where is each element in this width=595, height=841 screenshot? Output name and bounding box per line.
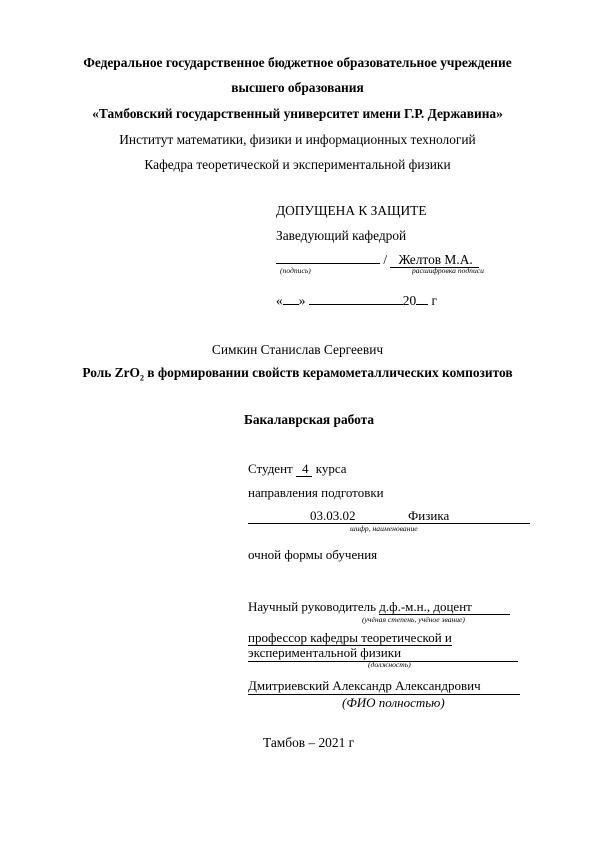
head-name: Желтов М.А. — [390, 252, 478, 268]
position-line-1-text: профессор кафедры теоретической и — [248, 630, 452, 645]
direction-label: направления подготовки — [248, 485, 384, 500]
study-form: очной формы обучения — [248, 547, 378, 562]
supervisor-line — [248, 599, 510, 615]
work-type: Бакалаврская работа — [244, 412, 375, 427]
signature-separator: / — [383, 252, 388, 267]
thesis-title-subscript: 2 — [139, 373, 144, 383]
city-year: Тамбов – 2021 г — [263, 735, 355, 750]
month-blank — [309, 292, 403, 305]
direction-code: 03.03.02 — [310, 508, 356, 523]
course-label: курса — [315, 461, 347, 476]
year-prefix: 20 — [402, 293, 417, 308]
org-line-2: высшего образования — [231, 80, 364, 95]
direction-hint: шифр, наименование — [350, 524, 418, 533]
student-course-line — [248, 461, 347, 477]
thesis-title-part2: в формировании свойств керамометаллических композитов — [143, 365, 513, 380]
day-blank — [283, 292, 299, 305]
signature-hint: (подпись) — [280, 266, 311, 275]
position-line-2-text: экспериментальной физики — [248, 645, 518, 662]
supervisor-label: Научный руководитель — [248, 599, 377, 614]
name-hint: расшифровка подписи — [412, 266, 484, 275]
supervisor-full-name: Дмитриевский Александр Александрович — [248, 678, 520, 695]
thesis-title — [0, 365, 595, 383]
full-name-hint: (ФИО полностью) — [342, 695, 445, 710]
university-name: «Тамбовский государственный университет имени Г.Р. Державина» — [92, 106, 503, 121]
direction-name: Физика — [408, 508, 450, 523]
department-name: Кафедра теоретической и экспериментальной физики — [144, 157, 451, 172]
author-name: Симкин Станислав Сергеевич — [211, 342, 384, 357]
signature-blank — [276, 251, 380, 264]
approval-title: ДОПУЩЕНА К ЗАЩИТЕ — [276, 203, 427, 218]
supervisor-fullname-line — [248, 678, 520, 695]
institute-name: Институт математики, физики и информационных технологий — [119, 132, 476, 147]
year-blank — [416, 292, 428, 305]
course-number: 4 — [296, 461, 313, 477]
student-label: Студент — [248, 461, 293, 476]
supervisor-degree: д.ф.-м.н., доцент — [379, 599, 510, 615]
position-hint: (должность) — [368, 660, 411, 669]
date-open-quote: « — [276, 293, 283, 308]
org-line-1: Федеральное государственное бюджетное образовательное учреждение — [83, 55, 512, 70]
year-suffix: г — [431, 293, 438, 308]
supervisor-position-1 — [248, 630, 452, 646]
thesis-title-part1: Роль ZrO — [82, 365, 140, 380]
date-close-quote: » — [298, 293, 306, 308]
approval-position: Заведующий кафедрой — [276, 228, 407, 243]
degree-hint: (учёная степень, учёное звание) — [362, 615, 465, 624]
approval-date-line — [276, 292, 437, 309]
